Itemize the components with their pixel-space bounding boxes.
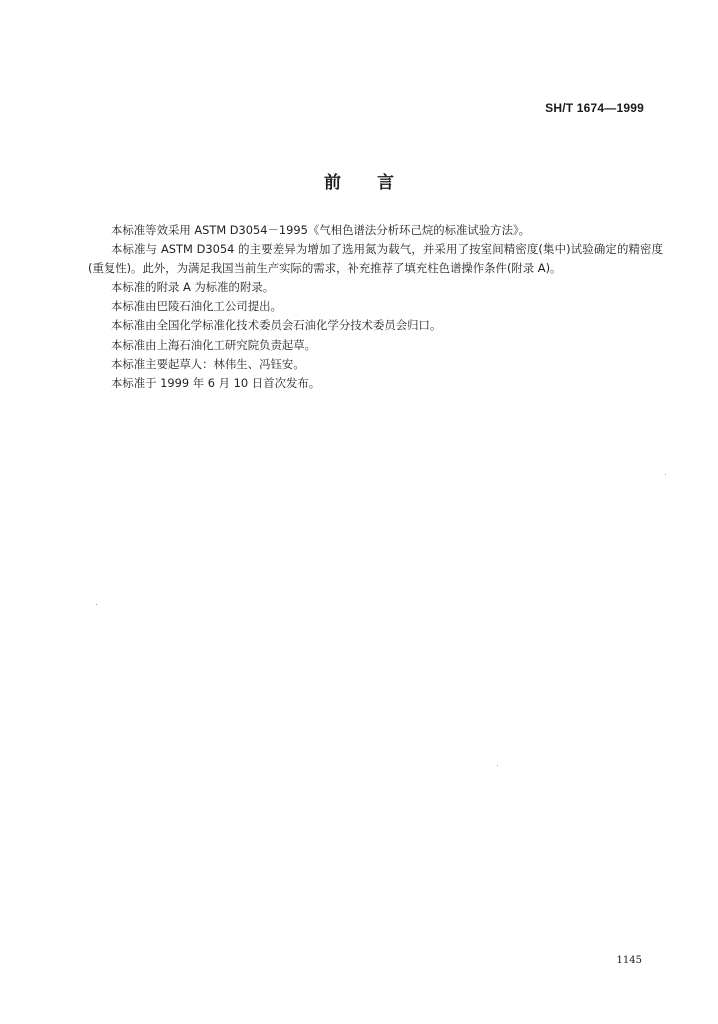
title-char-2: 言 [377, 173, 394, 193]
title-char-1: 前 [324, 173, 341, 193]
page-title [0, 168, 718, 193]
paragraph-adoption: 本标准等效采用 ASTM D3054－1995《气相色谱法分析环己烷的标准试验方法》。 [111, 223, 531, 237]
paragraph-drafter: 本标准由上海石油化工研究院负责起草。 [111, 337, 317, 352]
paragraph-release: 本标准于 1999 年 6 月 10 日首次发布。 [111, 375, 321, 390]
paragraph-centralized: 本标准由全国化学标准化技术委员会石油化学分技术委员会归口。 [111, 318, 442, 333]
paragraph-differences: 本标准与 ASTM D3054 的主要差异为增加了选用氮为载气，并采用了按室间精密度(集中)试验确定的精密度(重复性)。此外，为满足我国当前生产实际的需求，补充推荐了填充柱色谱操作条件(附录 A)。 [88, 242, 663, 276]
scan-speck [96, 604, 97, 605]
page-number: 1145 [616, 955, 642, 966]
paragraph-appendix: 本标准的附录 A 为标准的附录。 [111, 280, 275, 295]
paragraph-authors: 本标准主要起草人：林伟生、冯钰安。 [111, 356, 305, 371]
foreword-body [88, 221, 663, 393]
standard-number: SH/T 1674—1999 [545, 101, 644, 115]
scan-speck [497, 765, 498, 766]
scan-speck [665, 474, 666, 475]
paragraph-proposer: 本标准由巴陵石油化工公司提出。 [111, 299, 282, 314]
